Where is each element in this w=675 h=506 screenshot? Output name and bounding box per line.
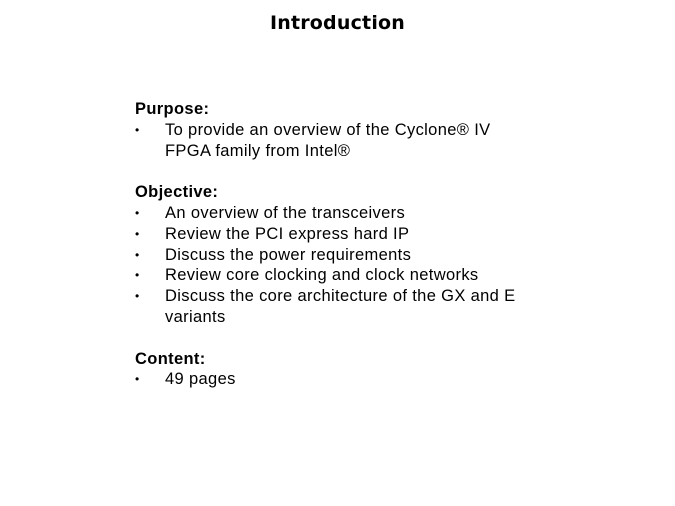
list-item <box>135 120 525 162</box>
list-item-text: 49 pages <box>165 370 236 389</box>
objective-list <box>135 203 595 328</box>
bullet-icon: • <box>135 372 140 387</box>
list-item <box>135 245 525 266</box>
bullet-icon: • <box>135 247 140 262</box>
objective-heading: Objective: <box>135 183 219 202</box>
list-item-text: An overview of the transceivers <box>165 203 406 222</box>
list-item-text: To provide an overview of the Cyclone® IV FPGA family from Intel® <box>165 120 491 160</box>
bullet-icon: • <box>135 122 140 137</box>
bullet-icon: • <box>135 289 140 304</box>
list-item-text: Discuss the power requirements <box>165 245 412 264</box>
list-item-text: Discuss the core architecture of the GX and E variants <box>165 287 516 326</box>
content-list <box>135 369 595 390</box>
content-heading: Content: <box>135 349 206 368</box>
content-section <box>135 349 595 391</box>
slide-title: Introduction <box>269 12 406 34</box>
bullet-icon: • <box>135 226 140 241</box>
list-item <box>135 265 525 286</box>
list-item <box>135 203 525 224</box>
purpose-heading: Purpose: <box>135 100 210 118</box>
list-item-text: Review core clocking and clock networks <box>165 266 479 285</box>
bullet-icon: • <box>135 205 140 220</box>
slide-content <box>135 99 595 411</box>
list-item-text: Review the PCI express hard IP <box>165 224 410 243</box>
list-item <box>135 369 525 390</box>
purpose-list <box>135 120 595 162</box>
bullet-icon: • <box>135 268 140 283</box>
list-item <box>135 286 525 328</box>
purpose-section <box>135 99 595 161</box>
list-item <box>135 224 525 245</box>
objective-section <box>135 182 595 328</box>
